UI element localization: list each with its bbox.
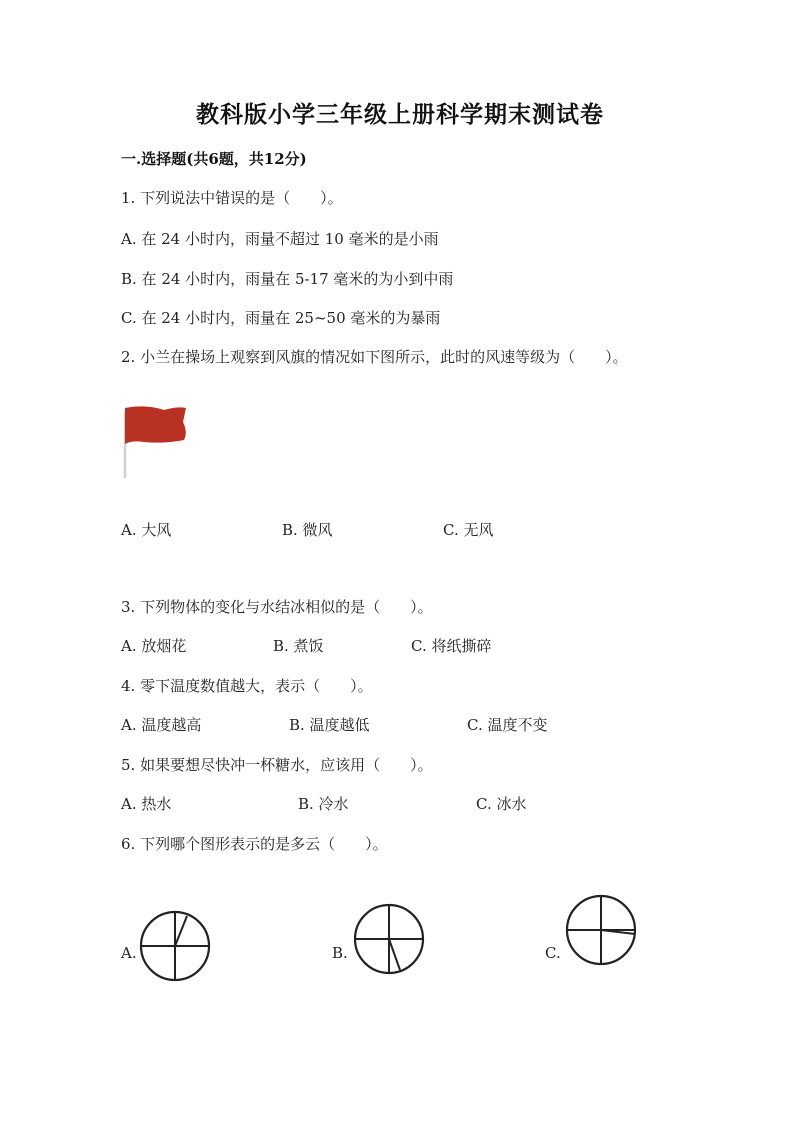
flag-icon	[120, 402, 192, 480]
question-3-stem: 3. 下列物体的变化与水结冰相似的是（ ）。	[121, 598, 433, 616]
question-3-option-c: C. 将纸撕碎	[411, 637, 492, 655]
question-2-option-c: C. 无风	[443, 521, 494, 539]
question-2-option-b: B. 微风	[282, 521, 333, 539]
section-heading: 一.选择题(共6题，共12分)	[121, 150, 307, 168]
question-1-option-c: C. 在 24 小时内，雨量在 25~50 毫米的为暴雨	[121, 309, 441, 327]
question-2-option-a: A. 大风	[121, 521, 172, 539]
question-1-stem: 1. 下列说法中错误的是（ ）。	[121, 189, 343, 207]
cloud-symbol-a	[129, 900, 219, 990]
question-6-option-b-label: B.	[332, 944, 348, 962]
question-6-option-a-label: A.	[121, 944, 137, 962]
question-4-option-a: A. 温度越高	[121, 716, 202, 734]
question-5-stem: 5. 如果要想尽快冲一杯糖水，应该用（ ）。	[121, 756, 433, 774]
cloud-symbol-c	[556, 886, 646, 976]
question-6-stem: 6. 下列哪个图形表示的是多云（ ）。	[121, 835, 388, 853]
page-title: 教科版小学三年级上册科学期末测试卷	[196, 101, 604, 128]
cloud-symbol-b	[344, 894, 434, 984]
question-1-option-a: A. 在 24 小时内，雨量不超过 10 毫米的是小雨	[121, 230, 439, 248]
question-5-option-a: A. 热水	[121, 795, 172, 813]
question-6-option-c-label: C.	[545, 944, 561, 962]
question-3-option-b: B. 煮饭	[273, 637, 324, 655]
question-4-option-b: B. 温度越低	[289, 716, 370, 734]
question-2-stem: 2. 小兰在操场上观察到风旗的情况如下图所示，此时的风速等级为（ ）。	[121, 348, 628, 366]
question-1-option-b: B. 在 24 小时内，雨量在 5-17 毫米的为小到中雨	[121, 270, 454, 288]
wind-flag-image	[120, 402, 192, 480]
question-3-option-a: A. 放烟花	[121, 637, 187, 655]
question-4-stem: 4. 零下温度数值越大，表示（ ）。	[121, 677, 373, 695]
question-4-option-c: C. 温度不变	[467, 716, 548, 734]
question-5-option-b: B. 冷水	[298, 795, 349, 813]
question-5-option-c: C. 冰水	[476, 795, 527, 813]
